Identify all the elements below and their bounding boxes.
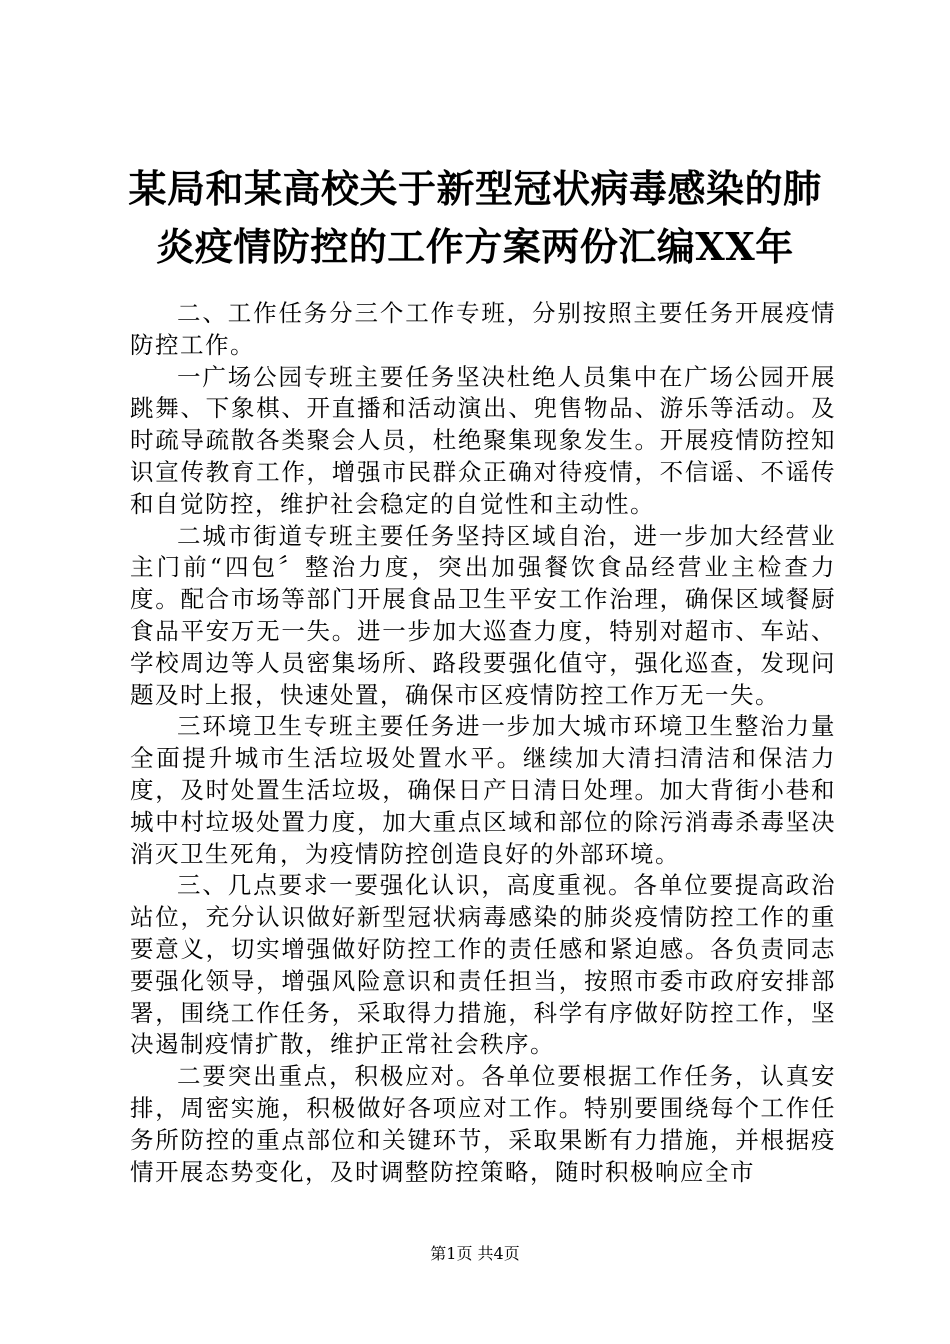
paragraph-city-street-team: 二城市街道专班主要任务坚持区域自治，进一步加大经营业主门前“四包〞整治力度，突出加强餐饮食品经营业主检查力度。配合市场等部门开展食品卫生平安工作治理，确保区域餐厨食品平安万无一失。进一步加大巡查力度，特别对超市、车站、学校周边等人员密集场所、路段要强化值守，强化巡查，发现问题及时上报，快速处置，确保市区疫情防控工作万无一失。 [130, 521, 836, 709]
page-number-footer: 第1页 共4页 [430, 1244, 520, 1263]
paragraph-work-tasks: 二、工作任务分三个工作专班，分别按照主要任务开展疫情防控工作。 [130, 299, 836, 359]
document-title: 某局和某高校关于新型冠状病毒感染的肺炎疫情防控的工作方案两份汇编XX年 [128, 166, 822, 269]
document-body [130, 298, 836, 1188]
paragraph-square-park-team: 一广场公园专班主要任务坚决杜绝人员集中在广场公园开展跳舞、下象棋、开直播和活动演出、兜售物品、游乐等活动。及时疏导疏散各类聚会人员，杜绝聚集现象发生。开展疫情防控知识宣传教育工作，增强市民群众正确对待疫情，不信谣、不谣传和自觉防控，维护社会稳定的自觉性和主动性。 [130, 362, 836, 518]
paragraph-requirements-two: 二要突出重点，积极应对。各单位要根据工作任务，认真安排，周密实施，积极做好各项应对工作。特别要围绕每个工作任务所防控的重点部位和关键环节，采取果断有力措施，并根据疫情开展态势变化，及时调整防控策略，随时积极响应全市 [130, 1062, 836, 1186]
paragraph-sanitation-team: 三环境卫生专班主要任务进一步加大城市环境卫生整治力量全面提升城市生活垃圾处置水平。继续加大清扫清洁和保洁力度，及时处置生活垃圾，确保日产日清日处理。加大背街小巷和城中村垃圾处置力度，加大重点区域和部位的除污消毒杀毒坚决消灭卫生死角，为疫情防控创造良好的外部环境。 [130, 712, 836, 868]
paragraph-requirements-one: 三、几点要求一要强化认识，高度重视。各单位要提高政治站位，充分认识做好新型冠状病毒感染的肺炎疫情防控工作的重要意义，切实增强做好防控工作的责任感和紧迫感。各负责同志要强化领导，增强风险意识和责任担当，按照市委市政府安排部署，围绕工作任务，采取得力措施，科学有序做好防控工作，坚决遏制疫情扩散，维护正常社会秩序。 [130, 871, 836, 1059]
